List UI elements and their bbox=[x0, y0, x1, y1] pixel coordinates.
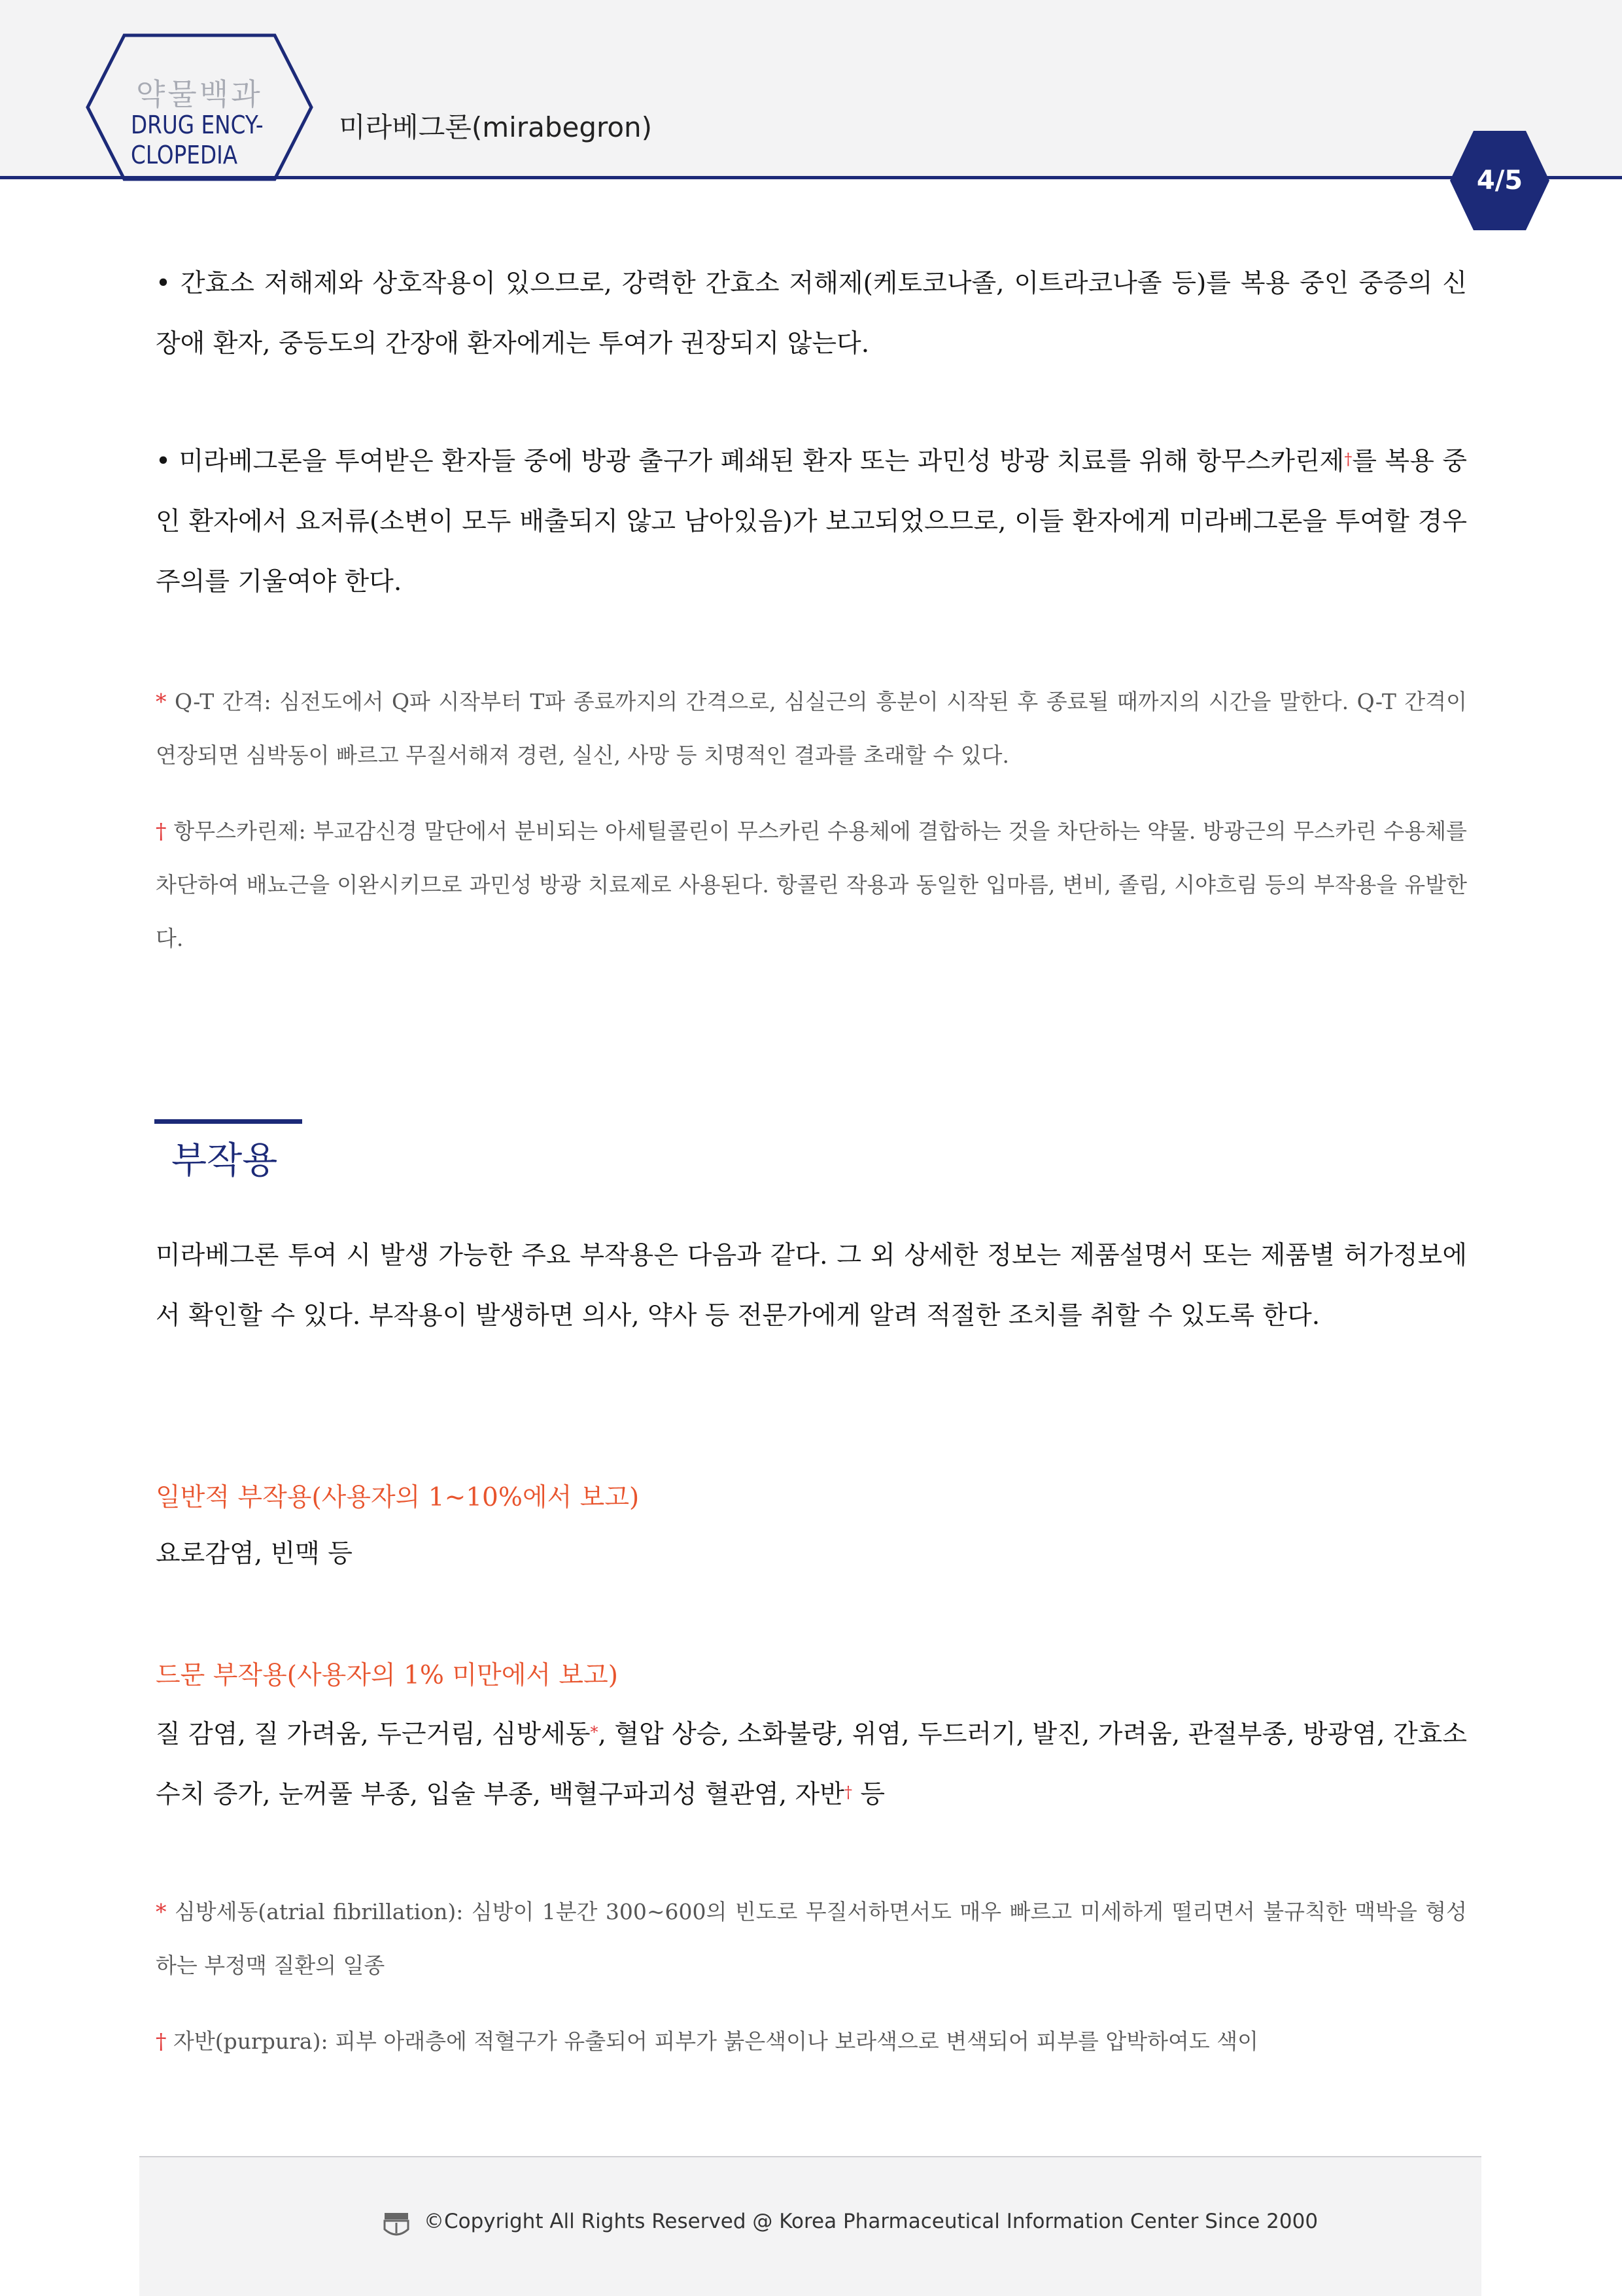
drug-title: 미라베그론(mirabegron) bbox=[339, 111, 653, 143]
footnote-atrial-fibrillation-text: 심방세동(atrial fibrillation): 심방이 1분간 300~600의 빈도로 무질서하면서도 매우 빠르고 미세하게 떨리면서 불규칙한 맥박을 형성하는 부정맥 질환의 일종 bbox=[156, 1899, 1467, 1978]
dagger-mark: † bbox=[156, 2028, 167, 2054]
paragraph-urinary-retention-text-b: 를 복용 중인 환자에서 요저류(소변이 모두 배출되지 않고 남아있음)가 보고되었으므로, 이들 환자에게 미라베그론을 투여할 경우 주의를 기울여야 한다. bbox=[156, 447, 1468, 597]
section-intro: 미라베그론 투여 시 발생 가능한 주요 부작용은 다음과 같다. 그 외 상세한 정보는 제품설명서 또는 제품별 허가정보에서 확인할 수 있다. 부작용이 발생하면 의사, 약사 등 전문가에게 알려 적절한 조치를 취할 수 있도록 한다. bbox=[156, 1241, 1467, 1331]
asterisk-mark: * bbox=[590, 1723, 598, 1741]
asterisk-mark: * bbox=[156, 1899, 167, 1924]
rare-side-effects-text-a: 질 감염, 질 가려움, 두근거림, 심방세동 bbox=[156, 1720, 591, 1749]
footnote-purpura bbox=[156, 2015, 1467, 2068]
page-number: 4/5 bbox=[1476, 165, 1523, 196]
copyright-text: ©Copyright All Rights Reserved @ Korea Pharmaceutical Information Center Since 2000 bbox=[424, 2210, 1319, 2233]
rare-side-effects-text-b: , 혈압 상승, 소화불량, 위염, 두드러기, 발진, 가려움, 관절부종, 방광염, 간효소수치 증가, 눈꺼풀 부종, 입술 부종, 백혈구파괴성 혈관염, 자반 bbox=[156, 1720, 1467, 1809]
common-side-effects-list: 요로감염, 빈맥 등 bbox=[156, 1539, 353, 1569]
footnote-antimuscarinic-text: 항무스카린제: 부교감신경 말단에서 분비되는 아세틸콜린이 무스카린 수용체에 결합하는 것을 차단하는 약물. 방광근의 무스카린 수용체를 차단하여 배뇨근을 이완시키므로 과민성 방광 치료제로 사용된다. 항콜린 작용과 동일한 입마름, 변비, 졸림, 시야흐림 등의 부작용을 유발한다. bbox=[156, 818, 1467, 951]
section-title-underline bbox=[154, 1119, 302, 1124]
logo-english-text: DRUG ENCY- CLOPEDIA bbox=[131, 111, 264, 169]
common-side-effects-heading: 일반적 부작용(사용자의 1~10%에서 보고) bbox=[156, 1483, 640, 1512]
rare-side-effects-heading: 드문 부작용(사용자의 1% 미만에서 보고) bbox=[156, 1661, 618, 1690]
institution-emblem-icon bbox=[383, 2211, 410, 2241]
dagger-mark: † bbox=[1344, 450, 1353, 468]
paragraph-urinary-retention-text-a: • 미라베그론을 투여받은 환자들 중에 방광 출구가 폐쇄된 환자 또는 과민성 방광 치료를 위해 항무스카린제 bbox=[156, 447, 1345, 476]
footnote-purpura-text: 자반(purpura): 피부 아래층에 적혈구가 유출되어 피부가 붉은색이나 보라색으로 변색되어 피부를 압박하여도 색이 bbox=[166, 2028, 1258, 2054]
footnote-atrial-fibrillation bbox=[156, 1885, 1467, 1992]
paragraph-urinary-retention bbox=[156, 432, 1467, 612]
footnote-qt-interval bbox=[156, 675, 1467, 782]
paragraph-liver-enzyme-inhibitor: • 간효소 저해제와 상호작용이 있으므로, 강력한 간효소 저해제(케토코나졸, 이트라코나졸 등)를 복용 중인 중증의 신장애 환자, 중등도의 간장애 환자에게는 투여가 권장되지 않는다. bbox=[156, 269, 1467, 358]
section-title: 부작용 bbox=[171, 1139, 278, 1182]
footnote-antimuscarinic bbox=[156, 805, 1467, 965]
logo-korean-text: 약물백과 bbox=[136, 77, 263, 112]
rare-side-effects-text-c: 등 bbox=[852, 1780, 886, 1809]
asterisk-mark: * bbox=[156, 689, 167, 714]
dagger-mark: † bbox=[156, 818, 167, 844]
dagger-mark: † bbox=[844, 1783, 852, 1801]
footnote-qt-text: Q-T 간격: 심전도에서 Q파 시작부터 T파 종료까지의 간격으로, 심실근의 흥분이 시작된 후 종료될 때까지의 시간을 말한다. Q-T 간격이 연장되면 심박동이 빠르고 무질서해져 경련, 실신, 사망 등 치명적인 결과를 초래할 수 있다. bbox=[156, 689, 1467, 768]
rare-side-effects-list bbox=[156, 1705, 1467, 1825]
